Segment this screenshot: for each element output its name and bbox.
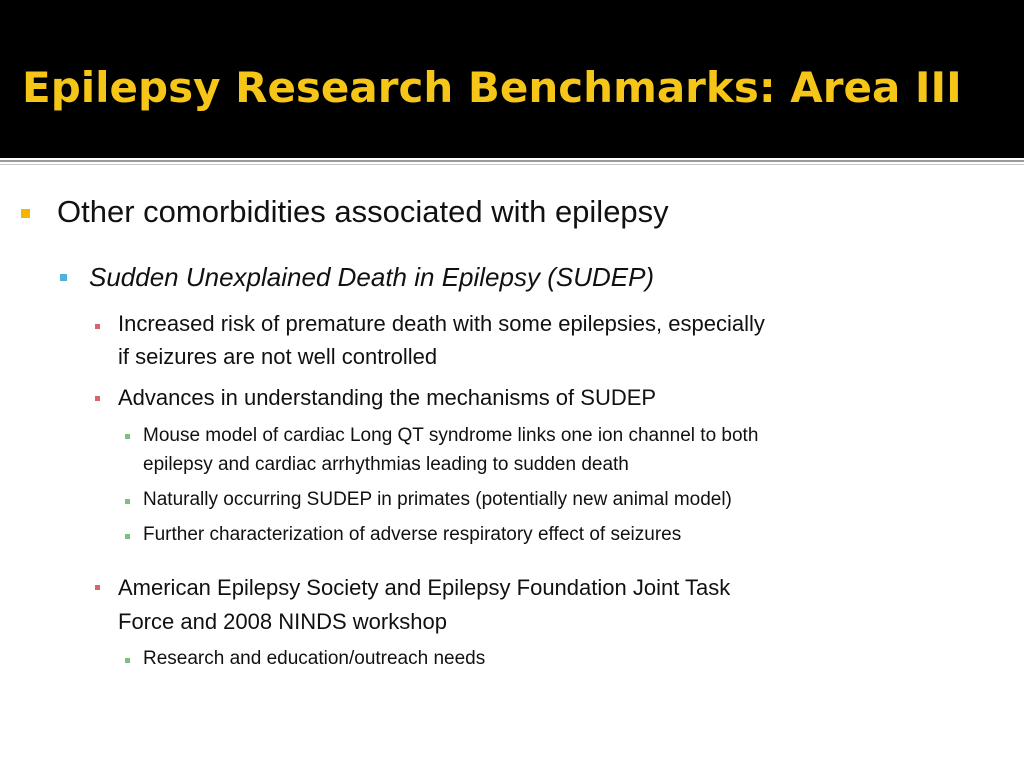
bullet-level1-text: Other comorbidities associated with epilepsy [57,194,669,229]
bullet-level3-text: Increased risk of premature death with some epilepsies, especially [118,311,765,336]
bullet-level4-text: Mouse model of cardiac Long QT syndrome links one ion channel to both [143,425,759,446]
square-bullet-icon [95,324,100,329]
square-bullet-icon [21,209,30,218]
title-divider-thin [0,164,1024,165]
title-bar [0,0,1024,158]
bullet-level4-text: Research and education/outreach needs [143,648,486,669]
bullet-level4-text-cont: epilepsy and cardiac arrhythmias leading to sudden death [143,454,629,475]
square-bullet-icon [95,396,100,401]
bullet-level3-text: Advances in understanding the mechanisms of SUDEP [118,385,657,410]
square-bullet-icon [125,658,130,663]
bullet-level3-text-cont: Force and 2008 NINDS workshop [118,609,447,634]
slide-title: Epilepsy Research Benchmarks: Area III [22,63,962,112]
title-divider [0,160,1024,162]
square-bullet-icon [125,534,130,539]
square-bullet-icon [95,585,100,590]
square-bullet-icon [125,499,130,504]
square-bullet-icon [60,274,67,281]
bullet-level3-text: American Epilepsy Society and Epilepsy Foundation Joint Task [118,575,731,600]
bullet-level4-text: Further characterization of adverse respiratory effect of seizures [143,524,682,545]
bullet-level4-text: Naturally occurring SUDEP in primates (potentially new animal model) [143,489,732,510]
square-bullet-icon [125,434,130,439]
bullet-level3-text-cont: if seizures are not well controlled [118,344,438,369]
bullet-level2-text: Sudden Unexplained Death in Epilepsy (SUDEP) [89,262,655,292]
